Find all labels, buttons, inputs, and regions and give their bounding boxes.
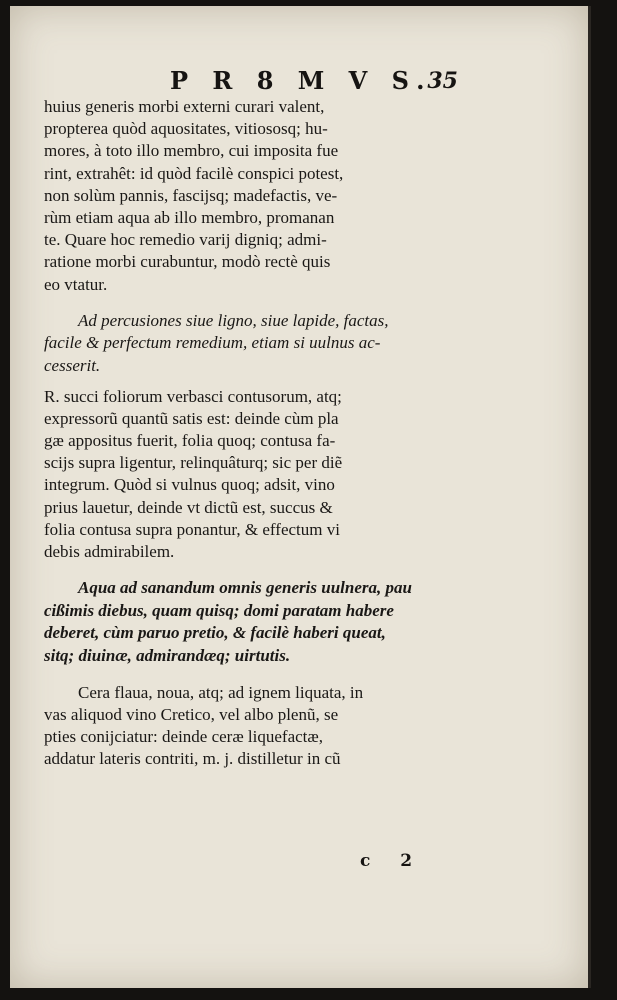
text-line: Cera flaua, noua, atq; ad ignem liquata, in xyxy=(78,682,364,702)
text-line: propterea quòd aquositates, vitiososq; hu- xyxy=(44,119,328,139)
paragraph-1 xyxy=(44,96,474,296)
heading-line: sitq; diuinæ, admirandæq; uirtutis. xyxy=(44,646,291,666)
text-line: rint, extrahêt: id quòd facilè conspici potest, xyxy=(44,163,344,183)
text-line: folia contusa supra ponantur, & effectum vi xyxy=(44,519,340,539)
heading-line: cesserit. xyxy=(44,356,101,376)
book-page xyxy=(10,6,591,988)
text-line: R. succi foliorum verbasci contusorum, atq; xyxy=(44,386,342,406)
text-line: expressorũ quantũ satis est: deinde cùm pla xyxy=(44,408,339,428)
text-line: addatur lateris contriti, m. j. distilletur in cũ xyxy=(44,749,341,769)
heading-line: Ad percusiones siue ligno, siue lapide, factas, xyxy=(78,310,389,330)
text-line: integrum. Quòd si vulnus quoq; adsit, vino xyxy=(44,475,335,495)
paragraph-2 xyxy=(44,386,474,564)
text-line: te. Quare hoc remedio varij digniq; admi- xyxy=(44,230,327,250)
running-title: P R 8 M V S. xyxy=(170,66,433,95)
text-line: vas aliquod vino Cretico, vel albo plenũ, se xyxy=(44,704,339,724)
text-line: rùm etiam aqua ab illo membro, promanan xyxy=(44,208,335,228)
heading-percussion-remedy xyxy=(44,310,474,378)
text-line: debis admirabilem. xyxy=(44,542,175,562)
page-number: 35 xyxy=(427,68,458,94)
page-text xyxy=(44,96,474,770)
text-line: mores, à toto illo membro, cui imposita fue xyxy=(44,141,339,161)
heading-line: facile & perfectum remedium, etiam si uulnus ac- xyxy=(44,333,381,353)
text-line: scijs supra ligentur, relinquâturq; sic per diẽ xyxy=(44,453,343,473)
heading-line: Aqua ad sanandum omnis generis uulnera, pau xyxy=(78,578,412,598)
text-line: gæ appositus fuerit, folia quoq; contusa fa- xyxy=(44,431,336,451)
text-line: prius lauetur, deinde vt dictũ est, succus & xyxy=(44,497,333,517)
text-line: pties conijciatur: deinde ceræ liquefactæ, xyxy=(44,727,323,747)
text-line: ratione morbi curabuntur, modò rectè quis xyxy=(44,252,331,272)
heading-wound-water xyxy=(44,577,474,667)
page-header xyxy=(10,66,588,98)
heading-line: cißimis diebus, quam quisq; domi paratam habere xyxy=(44,600,394,620)
text-line: huius generis morbi externi curari valent, xyxy=(44,97,325,116)
text-line: non solùm pannis, fascijsq; madefactis, ve- xyxy=(44,185,338,205)
text-line: eo vtatur. xyxy=(44,274,108,294)
heading-line: deberet, cùm paruo pretio, & facilè haberi queat, xyxy=(44,623,386,643)
paragraph-3 xyxy=(44,682,474,771)
signature-mark: c 2 xyxy=(360,851,425,871)
